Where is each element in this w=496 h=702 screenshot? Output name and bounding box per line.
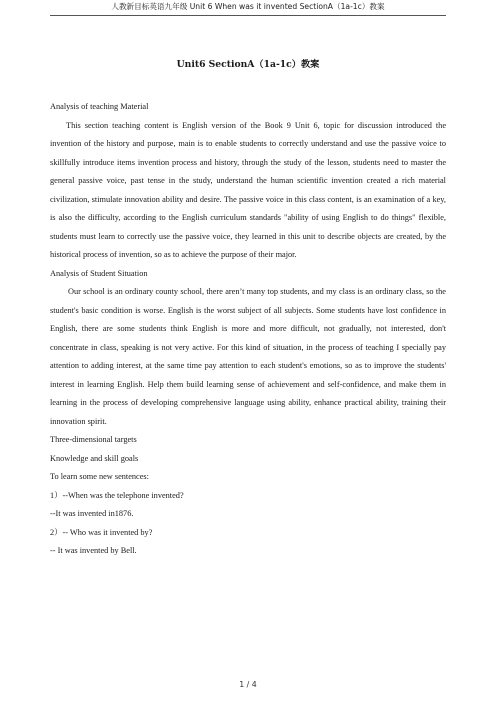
targets-heading: Three-dimensional targets: [50, 435, 137, 444]
document-title: Unit6 SectionA（1a-1c）教案: [176, 59, 320, 70]
page-number: 1 / 4: [239, 680, 257, 689]
page-header: [0, 0, 496, 22]
header-text: 人教新目标英语九年级 Unit 6 When was it invented SectionA（1a-1c）教案: [111, 2, 385, 11]
document-body: [50, 98, 446, 561]
question-1: 1）--When was the telephone invented?: [50, 490, 184, 500]
analysis-students-paragraph: Our school is an ordinary county school, there aren’t many top students, and my class is an ordinary class, so the student's basic condition is worse. English is the worst subject of all subjects. Some students have lost confidence in English, there are some students think English is more and more difficult, not gradually, not interested, don't concentrate in class, speaking is not very active. For this kind of situation, in the process of teaching I specially pay attention to adding interest, at the same time pay attention to each student's emotions, so as to improve the students' interest in learning English. Help them build learning sense of achievement and self-confidence, and make them in learning in the process of developing comprehensive language using ability, enhance practical ability, training their innovation spirit.: [50, 287, 446, 426]
answer-1: --It was invented in1876.: [50, 509, 134, 518]
question-2: 2）-- Who was it invented by?: [50, 527, 153, 537]
analysis-material-heading: Analysis of teaching Material: [50, 102, 149, 111]
analysis-students-heading: Analysis of Student Situation: [50, 268, 148, 278]
learn-sentences-line: To learn some new sentences:: [50, 472, 149, 481]
answer-2: -- It was invented by Bell.: [50, 546, 137, 555]
analysis-material-paragraph: This section teaching content is English version of the Book 9 Unit 6, topic for discussion introduced the invention of the history and purpose, main is to enable students to correctly understand and use the passive voice to skillfully introduce items invention process and history, through the study of the lesson, students need to master the general passive voice, past tense in the study, understand the human scientific invention created a rich material civilization, stimulate innovation ability and desire. The passive voice in this class content, is an examination of a key, is also the difficulty, according to the English curriculum standards "ability of using English to do things" flexible, students must learn to correctly use the passive voice, they learned in this unit to describe objects are created, by the historical process of invention, so as to achieve the purpose of their major.: [50, 120, 446, 259]
knowledge-heading: Knowledge and skill goals: [50, 453, 139, 463]
header-rule: [50, 15, 446, 16]
